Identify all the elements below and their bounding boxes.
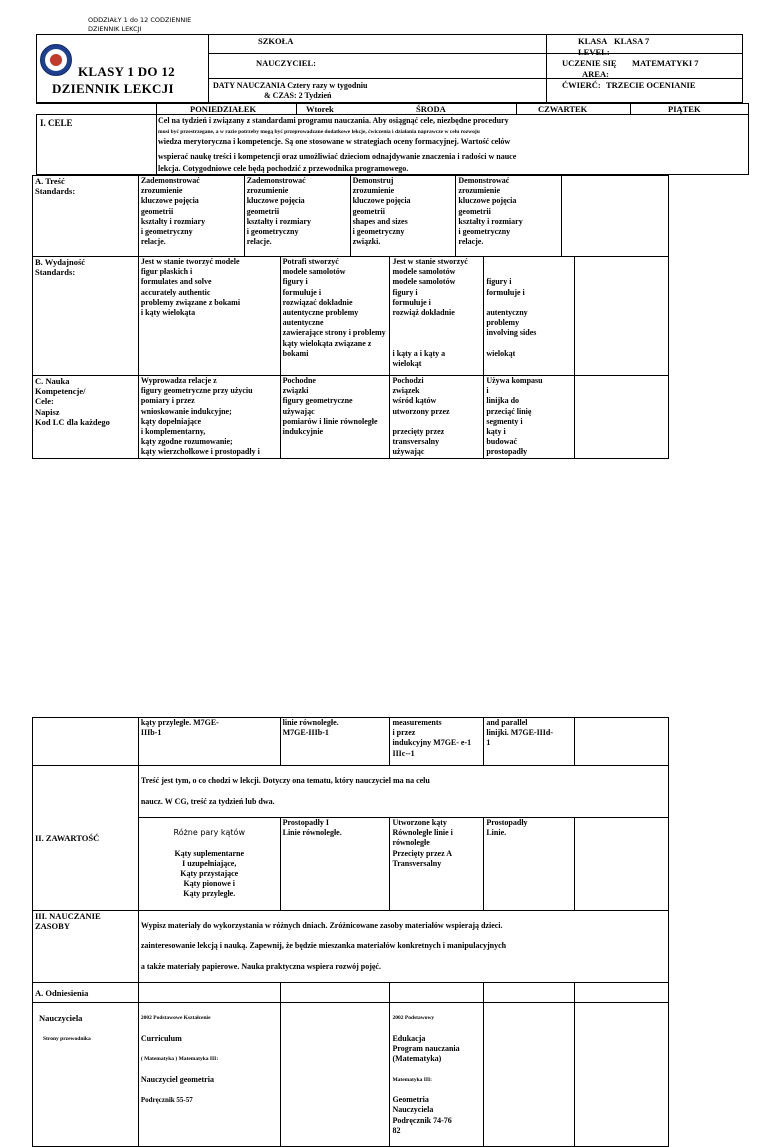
zawartosc-label: II. ZAWARTOŚĆ	[33, 766, 139, 911]
ref-monday-d: Nauczyciel geometria	[140, 1074, 214, 1084]
class-label: KLASA	[578, 36, 608, 46]
zasoby-label: III. NAUCZANIE ZASOBY	[33, 910, 139, 982]
title-line-2: DZIENNIK LEKCJI	[52, 81, 174, 96]
kompetencje-label: C. Nauka Kompetencje/ Cele: Napisz Kod LC dla każdego	[33, 376, 139, 459]
tresc-row	[33, 176, 669, 257]
ref-monday-a: 2002 Podstawowe Kształcenie	[140, 1015, 211, 1022]
deped-seal-icon	[40, 44, 72, 76]
level-label: LEVEL:	[578, 47, 610, 57]
class-value: KLASA 7	[614, 36, 650, 46]
day-monday: PONIEDZIAŁEK	[190, 104, 257, 114]
zasoby-line-3: a także materiały papierowe. Nauka praktyczna wspiera rozwój pojęć.	[140, 961, 381, 971]
wydajnosc-monday: Jest w stanie tworzyć modele figur płaskich i formulates and solve accurately authentic problemy związane z bokami i kąty wielokąta	[138, 257, 280, 376]
cele-line-4: wspierać naukę treści i kompetencji oraz umożliwiać dzieciom odnajdywanie znaczenia i radości w nauce	[158, 152, 517, 161]
tresc-label: A. Treść Standards:	[33, 176, 139, 257]
nauczyciela-monday	[138, 1003, 280, 1147]
kompetencje-friday	[575, 376, 669, 459]
ref-wednesday-a: 2002 Podstawowy	[392, 1015, 435, 1022]
day-wednesday: ŚRODA	[416, 104, 446, 114]
performance-table	[32, 256, 669, 459]
nauczyciela-wednesday	[390, 1003, 484, 1147]
nauczyciela-cell	[33, 1003, 139, 1147]
cont-friday	[575, 718, 669, 766]
continuation-table	[32, 717, 669, 1147]
day-thursday: CZWARTEK	[538, 104, 588, 114]
zasoby-line-1: Wypisz materiały do wykorzystania w różnych dniach. Zróżnicowane zasoby materiałów wspierają dzieci.	[140, 921, 503, 931]
wydajnosc-row	[33, 257, 669, 376]
wydajnosc-wednesday: Jest w stanie stworzyć modele samolotów modele samolotów figury i formułuje i rozwiąż dokładnie i kąty a i kąty a wielokąt	[390, 257, 484, 376]
nauczyciela-friday	[575, 1003, 669, 1147]
ref-wednesday-d: Geometria Nauczyciela Podręcznik 74-76 82	[392, 1095, 452, 1135]
odniesienia-label: A. Odniesienia	[33, 983, 139, 1003]
zawartosc-tuesday: Prostopadły I Linie równoległe.	[280, 818, 390, 911]
cont-thursday: and parallel linijki. M7GE-IIId- 1	[484, 718, 575, 766]
cele-line-3: wiedza merytoryczna i kompetencje. Są one stosowane w strategiach oceny formacyjnej. Wartość celów	[158, 137, 511, 146]
zawartosc-wednesday: Utworzone kąty Równoległe linie i równoległe Przecięty przez A Transversalny	[390, 818, 484, 911]
zawartosc-thursday: Prostopadły Linie.	[484, 818, 575, 911]
odniesienia-friday	[575, 983, 669, 1003]
school-label: SZKOŁA	[258, 36, 294, 46]
cele-line-1: Cel na tydzień i związany z standardami programu nauczania. Aby osiągnąć cele, niezbędne procedury	[158, 116, 509, 125]
cont-wednesday: measurements i przez indukcyjny M7GE- e-1 IIIc--1	[390, 718, 484, 766]
cont-monday: kąty przyległe. M7GE- IIIb-1	[138, 718, 280, 766]
kompetencje-monday: Wyprowadza relacje z figury geometryczne przy użyciu pomiary i przez wnioskowanie indukcyjne; kąty dopełniające i komplementarny, kąty zgodne rozumowanie; kąty wierzchołkowe i prostopadły i	[138, 376, 280, 459]
kompetencje-thursday: Używa kompasu i linijka do przeciąć linię segmenty i kąty i budować prostopadły	[484, 376, 575, 459]
zawartosc-monday-body: Kąty suplementarne I uzupełniające, Kąty przystające Kąty pionowe i Kąty przyległe.	[174, 848, 245, 899]
objectives-table	[32, 175, 669, 257]
ref-wednesday-b: Edukacja Program nauczania (Matematyka)	[392, 1033, 460, 1064]
ref-monday-e: Podręcznik 55-57	[140, 1096, 193, 1105]
zawartosc-desc-row	[33, 766, 669, 818]
ref-wednesday-c: Matematyka III:	[392, 1076, 433, 1083]
odniesienia-row	[33, 983, 669, 1003]
odniesienia-monday	[138, 983, 280, 1003]
teacher-label: NAUCZYCIEL:	[256, 58, 316, 68]
title-line-1: KLASY 1 DO 12	[78, 64, 175, 79]
top-note-line-2: DZIENNIK LEKCJI	[88, 25, 142, 33]
tresc-thursday: Demonstrować zrozumienie kluczowe pojęcia geometrii kształty i rozmiary i geometryczny relacje.	[456, 176, 562, 257]
zawartosc-monday	[138, 818, 280, 911]
nauczyciela-label: Nauczyciela	[39, 1013, 83, 1024]
nauczyciela-sub: Strony przewodnika	[43, 1035, 91, 1042]
continuation-row	[33, 718, 669, 766]
cele-line-5: lekcja. Cotygodniowe cele będą pochodzić z przewodnika programowego.	[158, 164, 409, 173]
learning-label: UCZENIE SIĘ	[562, 58, 617, 68]
nauczyciela-thursday	[484, 1003, 575, 1147]
tresc-wednesday: Demonstruj zrozumienie kluczowe pojęcia geometrii shapes and sizes i geometryczny związki.	[350, 176, 456, 257]
kompetencje-wednesday: Pochodzi związek wśród kątów utworzony przez przecięty przez transversalny używając	[390, 376, 484, 459]
tresc-tuesday: Zademonstrować zrozumienie kluczowe pojęcia geometrii kształty i rozmiary i geometryczny relacje.	[244, 176, 350, 257]
wydajnosc-thursday: figury i formułuje i autentyczny problemy involving sides wielokąt	[484, 257, 575, 376]
nauczyciela-row	[33, 1003, 669, 1147]
zasoby-desc	[138, 910, 668, 982]
quarter-label: ĆWIERĆ:	[562, 80, 601, 90]
zawartosc-friday	[575, 818, 669, 911]
odniesienia-tuesday	[280, 983, 390, 1003]
zawartosc-desc	[138, 766, 668, 818]
cele-line-2: musi być przestrzegane, a w razie potrzeby mogą być przeprowadzane dodatkowe lekcje, ćwiczenia i działania naprawcze w celu rozwoju	[158, 129, 480, 135]
learning-value: MATEMATYKI 7	[632, 58, 699, 68]
dates-label: DATY NAUCZANIA Cztery razy w tygodniu	[213, 81, 368, 90]
time-label: & CZAS: 2 Tydzień	[264, 91, 332, 100]
wydajnosc-label: B. Wydajność Standards:	[33, 257, 139, 376]
zawartosc-line-1: Treść jest tym, o co chodzi w lekcji. Dotyczy ona tematu, który nauczyciel ma na celu	[140, 776, 430, 786]
ref-monday-b: Curriculum	[140, 1033, 182, 1043]
tresc-friday	[562, 176, 669, 257]
wydajnosc-tuesday: Potrafi stworzyć modele samolotów figury i formułuje i rozwiązać dokładnie autentyczne problemy autentyczne zawierające strony i problemy kąty wielokąta związane z bokami	[280, 257, 390, 376]
odniesienia-wednesday	[390, 983, 484, 1003]
kompetencje-tuesday: Pochodne związki figury geometryczne używając pomiarów i linie równoległe indukcyjnie	[280, 376, 390, 459]
zasoby-row	[33, 910, 669, 982]
cont-tuesday: linie równoległe. M7GE-IIIb-1	[280, 718, 390, 766]
day-friday: PIĄTEK	[668, 104, 701, 114]
zawartosc-line-2: naucz. W CG, treść za tydzień lub dwa.	[140, 796, 275, 806]
top-note-line-1: ODDZIAŁY 1 do 12 CODZIENNIE	[88, 16, 192, 24]
area-label: AREA:	[582, 69, 609, 79]
nauczyciela-tuesday	[280, 1003, 390, 1147]
days-row	[36, 103, 749, 115]
cele-label: I. CELE	[40, 118, 73, 128]
ref-monday-c: ( Matematyka ) Matematyka III:	[140, 1056, 219, 1063]
kompetencje-row	[33, 376, 669, 459]
odniesienia-thursday	[484, 983, 575, 1003]
tresc-monday: Zademonstrować zrozumienie kluczowe pojęcia geometrii kształty i rozmiary i geometryczny relacje.	[138, 176, 244, 257]
continuation-label	[33, 718, 139, 766]
zasoby-line-2: zainteresowanie lekcją i nauką. Zapewnij, że będzie mieszanka materiałów konkretnych i manipulacyjnych	[140, 941, 507, 951]
zawartosc-monday-head: Różne pary kątów	[173, 828, 245, 838]
quarter-value: TRZECIE OCENIANIE	[606, 80, 696, 90]
wydajnosc-friday	[575, 257, 669, 376]
day-tuesday: Wtorek	[306, 104, 334, 114]
